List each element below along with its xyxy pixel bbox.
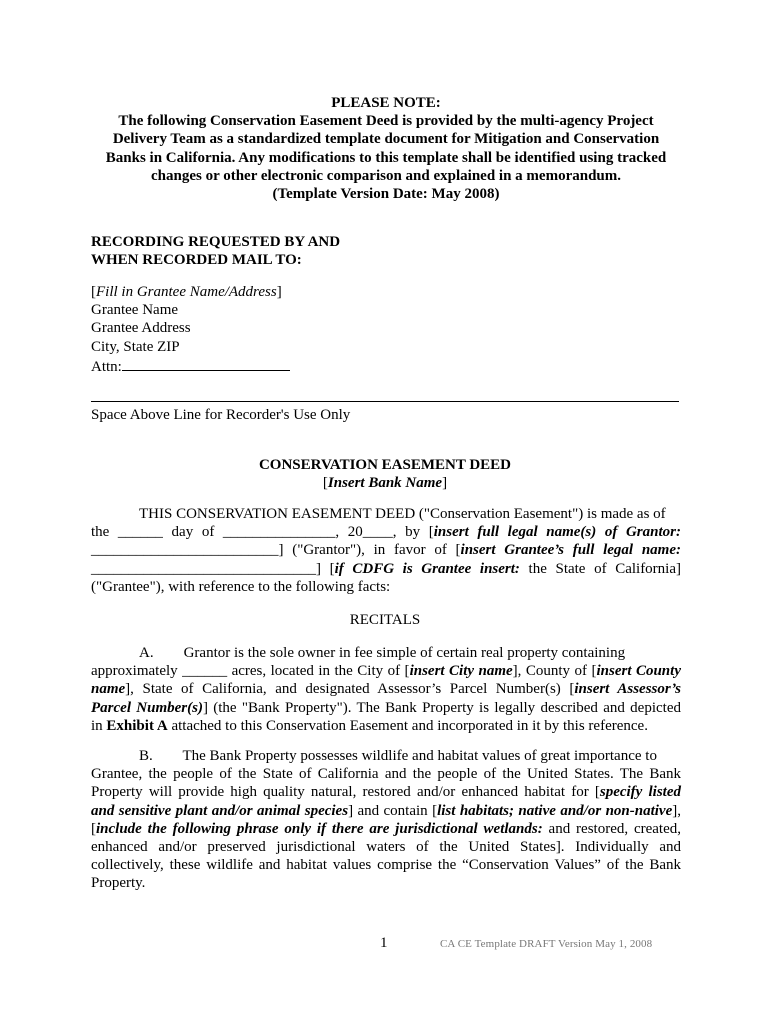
recital-b-line: and sensitive plant and/or animal species] and contain [list habitats; native and/or non-native], xyxy=(91,802,681,819)
notice-heading: PLEASE NOTE: xyxy=(331,95,441,111)
intro-line: _________________________] ("Grantor"), in favor of [insert Grantee’s full legal name: xyxy=(91,542,681,559)
footer-version: CA CE Template DRAFT Version May 1, 2008 xyxy=(440,938,653,950)
recital-a-line: approximately ______ acres, located in the City of [insert City name], County of [insert County xyxy=(91,663,681,680)
notice-line: Delivery Team as a standardized template document for Mitigation and Conservation xyxy=(112,131,660,148)
recital-a-line: Parcel Number(s)] (the "Bank Property"). The Bank Property is legally described and depicted xyxy=(91,699,681,716)
recital-b-line: Grantee, the people of the State of California and the people of the United States. The Bank xyxy=(91,766,681,783)
please-note-block xyxy=(70,94,702,203)
template-version-date: (Template Version Date: May 2008) xyxy=(272,186,500,203)
intro-line: ("Grantee"), with reference to the following facts: xyxy=(91,578,391,595)
recital-b-line: enhanced and/or preserved jurisdictional waters of the United States]. Individually and xyxy=(91,839,681,856)
page-number: 1 xyxy=(380,935,388,951)
recital-b-line: Property will provide high quality natural, restored and/or enhanced habitat for [specify listed xyxy=(91,784,681,801)
deed-title-block xyxy=(91,456,679,492)
grantee-address-block xyxy=(91,283,411,376)
fill-in-instruction: [Fill in Grantee Name/Address] xyxy=(91,284,282,300)
recital-a-line: in Exhibit A attached to this Conservation Easement and incorporated in it by this reference. xyxy=(91,717,648,734)
recorder-divider xyxy=(91,401,679,402)
grantee-name: Grantee Name xyxy=(91,302,179,319)
recital-a xyxy=(91,644,681,735)
intro-line: THIS CONSERVATION EASEMENT DEED ("Conservation Easement") is made as of xyxy=(139,506,666,522)
recital-b-line: [include the following phrase only if there are jurisdictional wetlands: and restored, created, xyxy=(91,820,681,837)
notice-line: The following Conservation Easement Deed is provided by the multi-agency Project xyxy=(118,113,654,130)
recording-line-2: WHEN RECORDED MAIL TO: xyxy=(91,252,302,269)
recitals-heading: RECITALS xyxy=(349,612,421,628)
deed-subtitle: [Insert Bank Name] xyxy=(322,475,448,492)
recording-requested-block xyxy=(91,233,391,269)
recorder-use-note: Space Above Line for Recorder's Use Only xyxy=(91,407,351,423)
attn-line: Attn: xyxy=(91,356,411,376)
intro-line: ______________________________] [if CDFG is Grantee insert: the State of California] xyxy=(91,560,682,577)
recital-a-line: A. Grantor is the sole owner in fee simple of certain real property containing xyxy=(139,645,626,661)
recording-line-1: RECORDING REQUESTED BY AND xyxy=(91,234,341,250)
recital-b-line: collectively, these wildlife and habitat values comprise the “Conservation Values” of the Bank xyxy=(91,857,681,874)
notice-line: Banks in California. Any modifications to this template shall be identified using tracked xyxy=(105,149,667,166)
notice-line: changes or other electronic comparison and explained in a memorandum. xyxy=(151,167,621,184)
grantee-city: City, State ZIP xyxy=(91,338,180,355)
recital-b xyxy=(91,747,681,893)
grantee-street: Grantee Address xyxy=(91,320,191,337)
recital-a-line: name], State of California, and designated Assessor’s Parcel Number(s) [insert Assessor’s xyxy=(91,681,681,698)
intro-line: the ______ day of _______________, 20____, by [insert full legal name(s) of Grantor: xyxy=(91,524,681,541)
recital-b-line: B. The Bank Property possesses wildlife and habitat values of great importance to xyxy=(139,748,657,764)
intro-paragraph xyxy=(91,505,681,596)
recital-b-line: Property. xyxy=(91,875,146,892)
attn-blank xyxy=(122,356,290,371)
deed-title: CONSERVATION EASEMENT DEED xyxy=(258,457,512,473)
